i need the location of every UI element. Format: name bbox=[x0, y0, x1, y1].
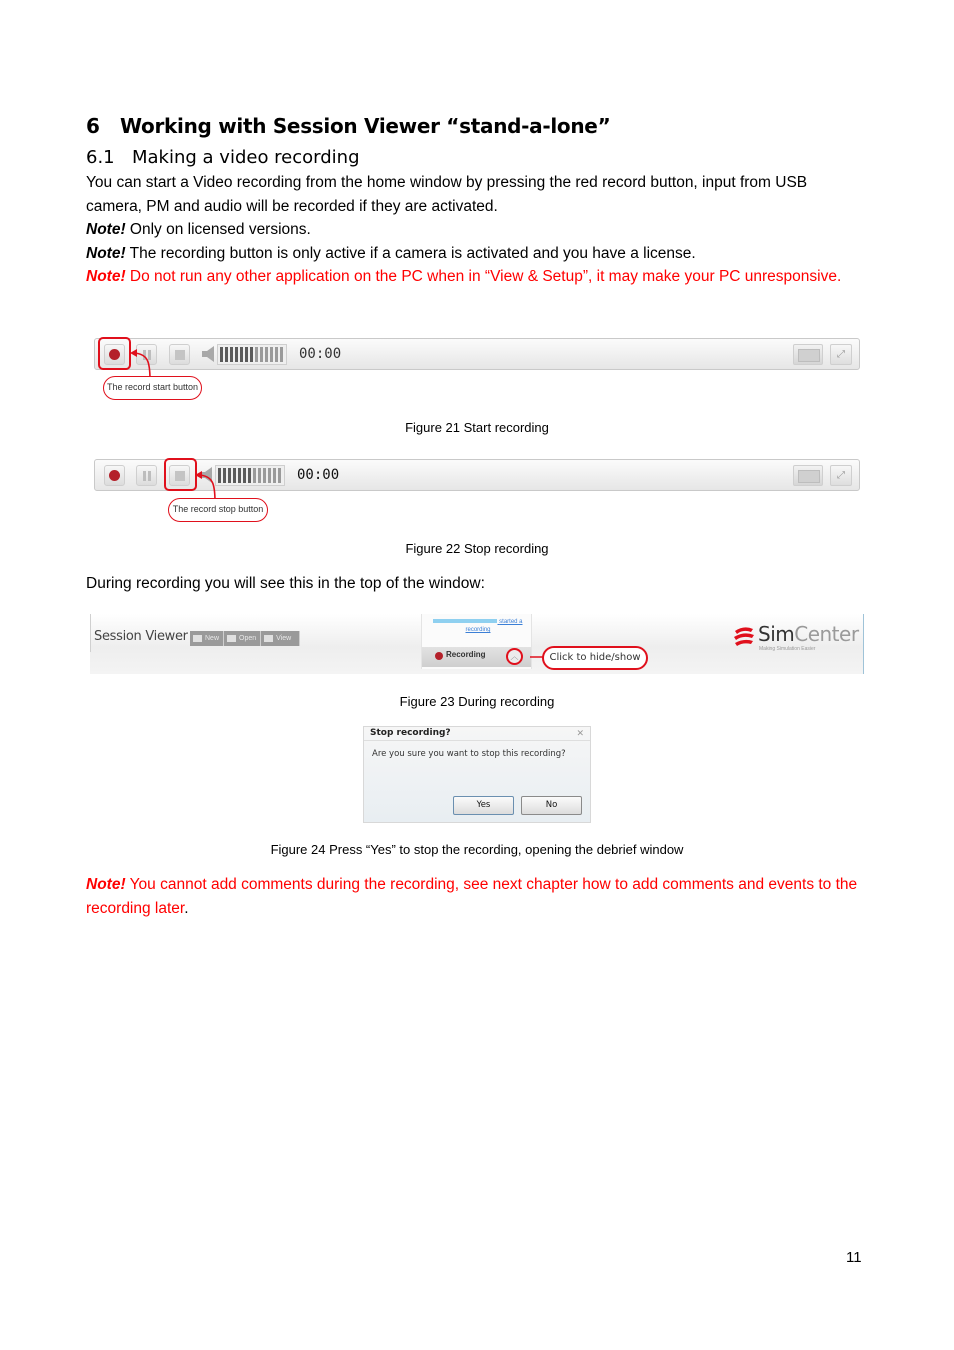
subsection-heading bbox=[86, 147, 360, 168]
screen-toggle-button[interactable] bbox=[793, 344, 823, 365]
figure-21-caption: Figure 21 Start recording bbox=[405, 420, 549, 435]
new-icon bbox=[193, 635, 202, 642]
folder-icon bbox=[227, 635, 236, 642]
note-comments bbox=[86, 873, 866, 920]
tab-label: Open bbox=[239, 635, 257, 642]
note-label: Note! bbox=[86, 876, 126, 893]
note-text: Only on licensed versions. bbox=[125, 221, 311, 238]
screen-icon bbox=[798, 470, 820, 483]
section-title: Working with Session Viewer “stand-a-lone” bbox=[120, 114, 611, 138]
recording-panel bbox=[421, 614, 532, 669]
fullscreen-icon: ⤢ bbox=[837, 470, 845, 481]
fullscreen-button[interactable] bbox=[830, 344, 852, 365]
record-button[interactable] bbox=[104, 465, 125, 486]
record-highlight bbox=[98, 337, 131, 370]
simcenter-logo-icon bbox=[732, 625, 756, 647]
screen-toggle-button[interactable] bbox=[793, 465, 823, 486]
during-recording-text: During recording you will see this in the top of the window: bbox=[86, 575, 485, 592]
chevron-up-icon: ︿ bbox=[510, 652, 519, 661]
tab-open[interactable] bbox=[224, 631, 261, 646]
note-warning bbox=[86, 265, 866, 289]
note-camera bbox=[86, 242, 866, 266]
figure-22-caption: Figure 22 Stop recording bbox=[405, 541, 549, 556]
header-tabs bbox=[190, 631, 300, 646]
recording-label: Recording bbox=[446, 650, 486, 659]
record-icon bbox=[109, 470, 120, 481]
callout-arrow bbox=[128, 346, 158, 380]
tab-view[interactable] bbox=[261, 631, 300, 646]
audio-level-meter bbox=[217, 344, 287, 365]
pause-icon bbox=[143, 471, 151, 481]
note-trailing: . bbox=[184, 899, 189, 917]
recording-status-link[interactable] bbox=[428, 618, 528, 634]
tab-label: View bbox=[276, 635, 292, 642]
hide-show-callout: Click to hide/show bbox=[542, 646, 648, 670]
simcenter-logo-text: SimCenter bbox=[758, 622, 859, 646]
hide-show-toggle[interactable] bbox=[506, 648, 523, 665]
dialog-title: Stop recording? bbox=[370, 728, 451, 738]
section-heading bbox=[86, 114, 610, 138]
note-label: Note! bbox=[86, 221, 126, 238]
section-number: 6 bbox=[86, 114, 100, 138]
recording-toolbar-start bbox=[94, 338, 860, 370]
note-text: The recording button is only active if a camera is activated and you have a license. bbox=[125, 245, 696, 262]
recording-timer: 00:00 bbox=[297, 467, 340, 483]
subsection-title: Making a video recording bbox=[132, 147, 360, 168]
stop-recording-dialog bbox=[363, 726, 591, 823]
callout-arrow bbox=[193, 466, 223, 502]
note-text: Do not run any other application on the PC when in “View & Setup”, it may make your PC unresponsive. bbox=[125, 268, 842, 285]
recording-link-text: started a recording bbox=[465, 619, 523, 633]
session-viewer-header bbox=[90, 614, 864, 674]
speaker-icon[interactable] bbox=[201, 345, 217, 363]
note-licensed bbox=[86, 218, 866, 242]
yes-button[interactable]: Yes bbox=[453, 796, 514, 815]
figure-23-caption: Figure 23 During recording bbox=[399, 694, 555, 709]
screen-icon bbox=[798, 349, 820, 362]
record-stop-callout: The record stop button bbox=[168, 498, 268, 522]
simcenter-tagline: Making Simulation Easier bbox=[759, 646, 816, 652]
view-icon bbox=[264, 635, 273, 642]
no-button[interactable]: No bbox=[521, 796, 582, 815]
fullscreen-icon: ⤢ bbox=[837, 349, 845, 360]
recording-indicator-icon bbox=[435, 652, 443, 660]
blurred-username bbox=[433, 619, 497, 623]
subsection-number: 6.1 bbox=[86, 147, 115, 168]
fullscreen-button[interactable] bbox=[830, 465, 852, 486]
intro-paragraph: You can start a Video recording from the home window by pressing the red record button, input from USB camera, PM and audio will be recorded if they are activated. bbox=[86, 174, 808, 215]
pause-button[interactable] bbox=[136, 465, 157, 486]
note-label: Note! bbox=[86, 245, 126, 262]
page-number: 11 bbox=[846, 1249, 862, 1266]
figure-24-caption: Figure 24 Press “Yes” to stop the recording, opening the debrief window bbox=[270, 842, 684, 857]
tab-new[interactable] bbox=[190, 631, 224, 646]
record-start-callout: The record start button bbox=[103, 376, 202, 400]
audio-level-meter bbox=[215, 465, 285, 486]
close-icon[interactable]: ✕ bbox=[576, 728, 584, 738]
tab-label: New bbox=[205, 635, 220, 642]
recording-timer: 00:00 bbox=[299, 346, 342, 362]
note-text: You cannot add comments during the recording, see next chapter how to add comments and events to the recording later bbox=[86, 876, 858, 917]
stop-icon bbox=[175, 350, 185, 360]
note-label: Note! bbox=[86, 268, 126, 285]
stop-button[interactable] bbox=[169, 344, 190, 365]
app-title: Session Viewer bbox=[94, 629, 188, 644]
dialog-message: Are you sure you want to stop this recording? bbox=[372, 749, 566, 759]
